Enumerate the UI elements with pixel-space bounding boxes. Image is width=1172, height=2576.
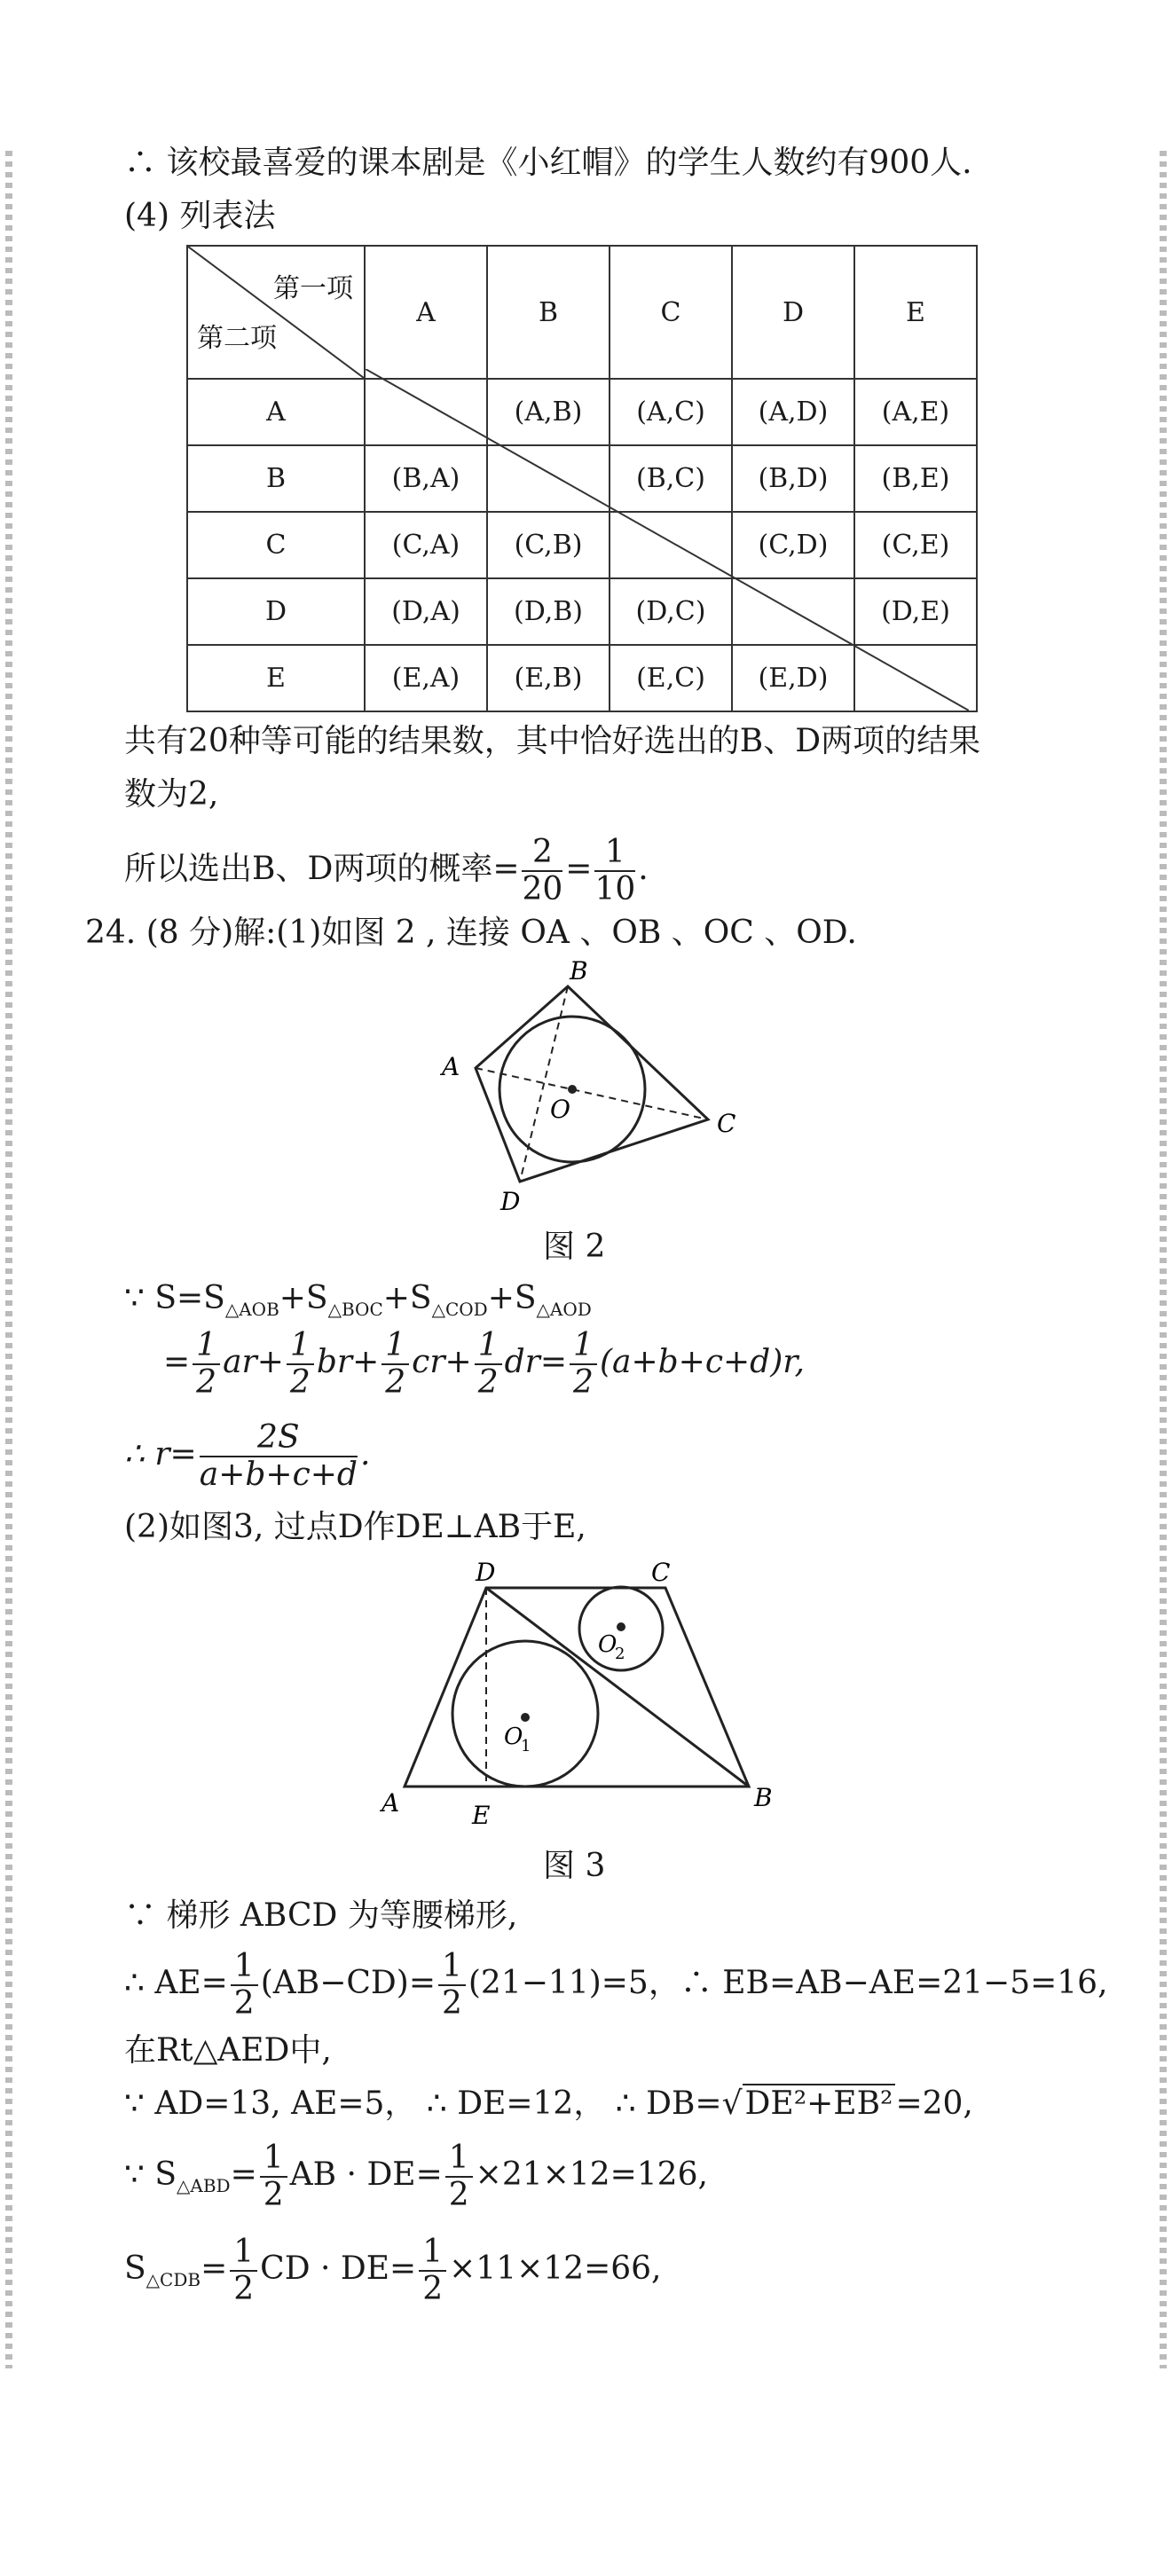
table-cell: (E,C) <box>610 645 732 711</box>
row-head: D <box>187 578 365 645</box>
area-sum-line: ∵ $S=S_{\triangle AOB}+S_{\triangle BOC}+S_{\triangle COD}+S_{\triangle AOD}$ <box>124 1280 592 1321</box>
figure-3-caption: 图 3 <box>543 1848 606 1884</box>
label-O1-sub: 1 <box>521 1737 531 1755</box>
sqrt-sign: √ <box>721 2085 743 2122</box>
figure-2-caption: 图 2 <box>543 1229 606 1265</box>
eq-text: CD · DE= <box>260 2250 417 2287</box>
area-abd-line <box>124 2138 708 2223</box>
numerator: 1 <box>570 1328 597 1365</box>
denominator: 2 <box>477 1364 499 1401</box>
row-head: A <box>187 379 365 445</box>
term: cr+ <box>412 1344 472 1380</box>
subscript: △CDB <box>146 2269 201 2291</box>
col-head: C <box>610 246 732 379</box>
label-B: B <box>570 958 588 986</box>
table-cell: (E,B) <box>487 645 610 711</box>
left-decorative-border <box>5 151 12 2368</box>
numerator: 1 <box>193 1328 220 1365</box>
numerator: 1 <box>438 1949 466 1986</box>
numerator: 2S <box>200 1420 358 1457</box>
numerator: 1 <box>231 1949 258 1986</box>
table-cell: (D,E) <box>854 578 977 645</box>
table-cell: (B,A) <box>365 445 487 512</box>
quadrilateral <box>476 986 708 1182</box>
table-cell: (D,A) <box>365 578 487 645</box>
denominator: 2 <box>385 1364 406 1401</box>
right-decorative-border <box>1160 151 1167 2368</box>
numerator: 1 <box>475 1328 502 1365</box>
ae-calculation-line <box>124 1946 1108 2022</box>
figure-3 <box>373 1552 781 1845</box>
table-cell: (C,D) <box>732 512 854 578</box>
row-head: E <box>187 645 365 711</box>
numerator: 1 <box>419 2234 446 2272</box>
numerator: 1 <box>594 835 635 872</box>
denominator: 20 <box>522 871 563 907</box>
segment-AC <box>476 1068 708 1119</box>
table-cell: (C,B) <box>487 512 610 578</box>
table-cell: (A,E) <box>854 379 977 445</box>
eq-text: ∵ AD=13, AE=5， ∴ DE=12， ∴ DB= <box>124 2085 722 2122</box>
denominator: a+b+c+d <box>199 1457 358 1493</box>
result-line-1: 共有20种等可能的结果数，其中恰好选出的B、D两项的结果 <box>124 723 981 759</box>
denominator: 2 <box>196 1364 217 1401</box>
right-triangle-line: 在Rt△AED中, <box>124 2032 332 2069</box>
denominator: 2 <box>422 2271 444 2307</box>
table-cell: (B,D) <box>732 445 854 512</box>
label-O: O <box>550 1095 570 1124</box>
table-cell: (A,B) <box>487 379 610 445</box>
denominator: 2 <box>263 2177 284 2213</box>
col-head: E <box>854 246 977 379</box>
center-point <box>568 1085 577 1094</box>
point-O2 <box>617 1622 625 1631</box>
eq-text: ∵ S <box>124 2156 177 2193</box>
term: (a+b+c+d)r, <box>599 1344 805 1380</box>
period: . <box>638 851 649 887</box>
table-cell: (D,B) <box>487 578 610 645</box>
table-cell: (C,E) <box>854 512 977 578</box>
area-cdb-line <box>124 2232 662 2317</box>
trapezoid-statement: ∵ 梯形 ABCD 为等腰梯形, <box>124 1897 518 1934</box>
numerator: 1 <box>230 2234 257 2272</box>
denominator: 2 <box>233 2271 255 2307</box>
col-head: B <box>487 246 610 379</box>
denominator: 2 <box>441 1985 462 2022</box>
segment-BD <box>520 986 568 1182</box>
eq-text: ×21×12=126, <box>475 2156 708 2193</box>
label-C: C <box>651 1558 671 1587</box>
table-cell: (A,D) <box>732 379 854 445</box>
row-head: C <box>187 512 365 578</box>
denominator: 2 <box>233 1985 255 2022</box>
label-O2-sub: 2 <box>615 1645 625 1663</box>
db-calculation-line <box>124 2085 973 2124</box>
table-cell: (E,D) <box>732 645 854 711</box>
result-line-2: 数为2, <box>124 776 219 813</box>
numerator: 1 <box>445 2140 473 2178</box>
table-cell: (B,C) <box>610 445 732 512</box>
row-head: B <box>187 445 365 512</box>
table-cell: (A,C) <box>610 379 732 445</box>
label-A: A <box>442 1052 460 1081</box>
equals: = <box>565 851 593 887</box>
probability-line <box>124 832 649 907</box>
label-D: D <box>500 1187 521 1216</box>
label-C: C <box>717 1109 736 1138</box>
conclusion-line: ∴ 该校最喜爱的课本剧是《小红帽》的学生人数约有900人. <box>124 145 972 181</box>
label-D: D <box>476 1558 496 1587</box>
table-main-diagonal <box>366 369 969 711</box>
fraction <box>522 835 562 907</box>
eq-text: S <box>124 2250 146 2287</box>
eq-text: AB · DE= <box>289 2156 443 2193</box>
subscript: △ABD <box>177 2175 231 2197</box>
eq-text: (AB−CD)= <box>260 1965 436 2001</box>
equals: = <box>230 2156 257 2193</box>
area-expansion-line <box>163 1325 805 1401</box>
table-cell: (B,E) <box>854 445 977 512</box>
term: dr= <box>504 1344 568 1380</box>
figure-2 <box>417 958 772 1224</box>
point-O1 <box>521 1713 530 1722</box>
diagonal-DB <box>486 1588 749 1787</box>
prob-text: 所以选出B、D两项的概率= <box>124 851 520 887</box>
table-cell: (C,A) <box>365 512 487 578</box>
eq-text: =20, <box>895 2085 973 2122</box>
numerator: 1 <box>381 1328 409 1365</box>
label-O2: O <box>598 1631 617 1658</box>
corner-top-label: 第一项 <box>273 273 353 304</box>
denominator: 2 <box>289 1364 311 1401</box>
eq-text: ×11×12=66, <box>449 2250 662 2287</box>
denominator: 2 <box>448 2177 469 2213</box>
col-head: A <box>365 246 487 379</box>
fraction <box>594 835 635 907</box>
eq-text: ∴ r= <box>124 1436 197 1473</box>
part-2-heading: (2)如图3, 过点D作DE⊥AB于E, <box>124 1509 586 1545</box>
eq-text: ∵ S=S <box>124 1280 225 1316</box>
method-heading: (4) 列表法 <box>124 198 276 234</box>
period: . <box>359 1436 371 1473</box>
equals: = <box>163 1344 191 1380</box>
subscript: △AOD <box>536 1299 592 1321</box>
term: ar+ <box>223 1344 284 1380</box>
eq-text: (21−11)=5，∴ EB=AB−AE=21−5=16, <box>468 1965 1108 2001</box>
table-corner <box>187 246 365 379</box>
equals: = <box>201 2250 228 2287</box>
eq-text: ∴ AE= <box>124 1965 228 2001</box>
label-O1: O <box>504 1724 523 1750</box>
numerator: 2 <box>522 835 562 872</box>
table-cell: (E,A) <box>365 645 487 711</box>
denominator: 2 <box>573 1364 594 1401</box>
radius-result-line <box>124 1418 370 1493</box>
numerator: 1 <box>287 1328 314 1365</box>
subscript: △AOB <box>224 1299 279 1321</box>
corner-bottom-label: 第二项 <box>197 323 277 354</box>
denominator: 10 <box>594 871 636 907</box>
table-cell: (D,C) <box>610 578 732 645</box>
subscript: △COD <box>431 1299 488 1321</box>
question-24-heading: 24. (8 分)解:(1)如图 2 , 连接 OA 、OB 、OC 、OD. <box>85 915 857 951</box>
term: br+ <box>316 1344 380 1380</box>
label-B: B <box>754 1783 773 1812</box>
col-head: D <box>732 246 854 379</box>
subscript: △BOC <box>327 1299 383 1321</box>
numerator: 1 <box>260 2140 287 2178</box>
sqrt-content: DE²+EB² <box>743 2084 896 2122</box>
label-A: A <box>381 1788 400 1818</box>
label-E: E <box>472 1801 491 1830</box>
